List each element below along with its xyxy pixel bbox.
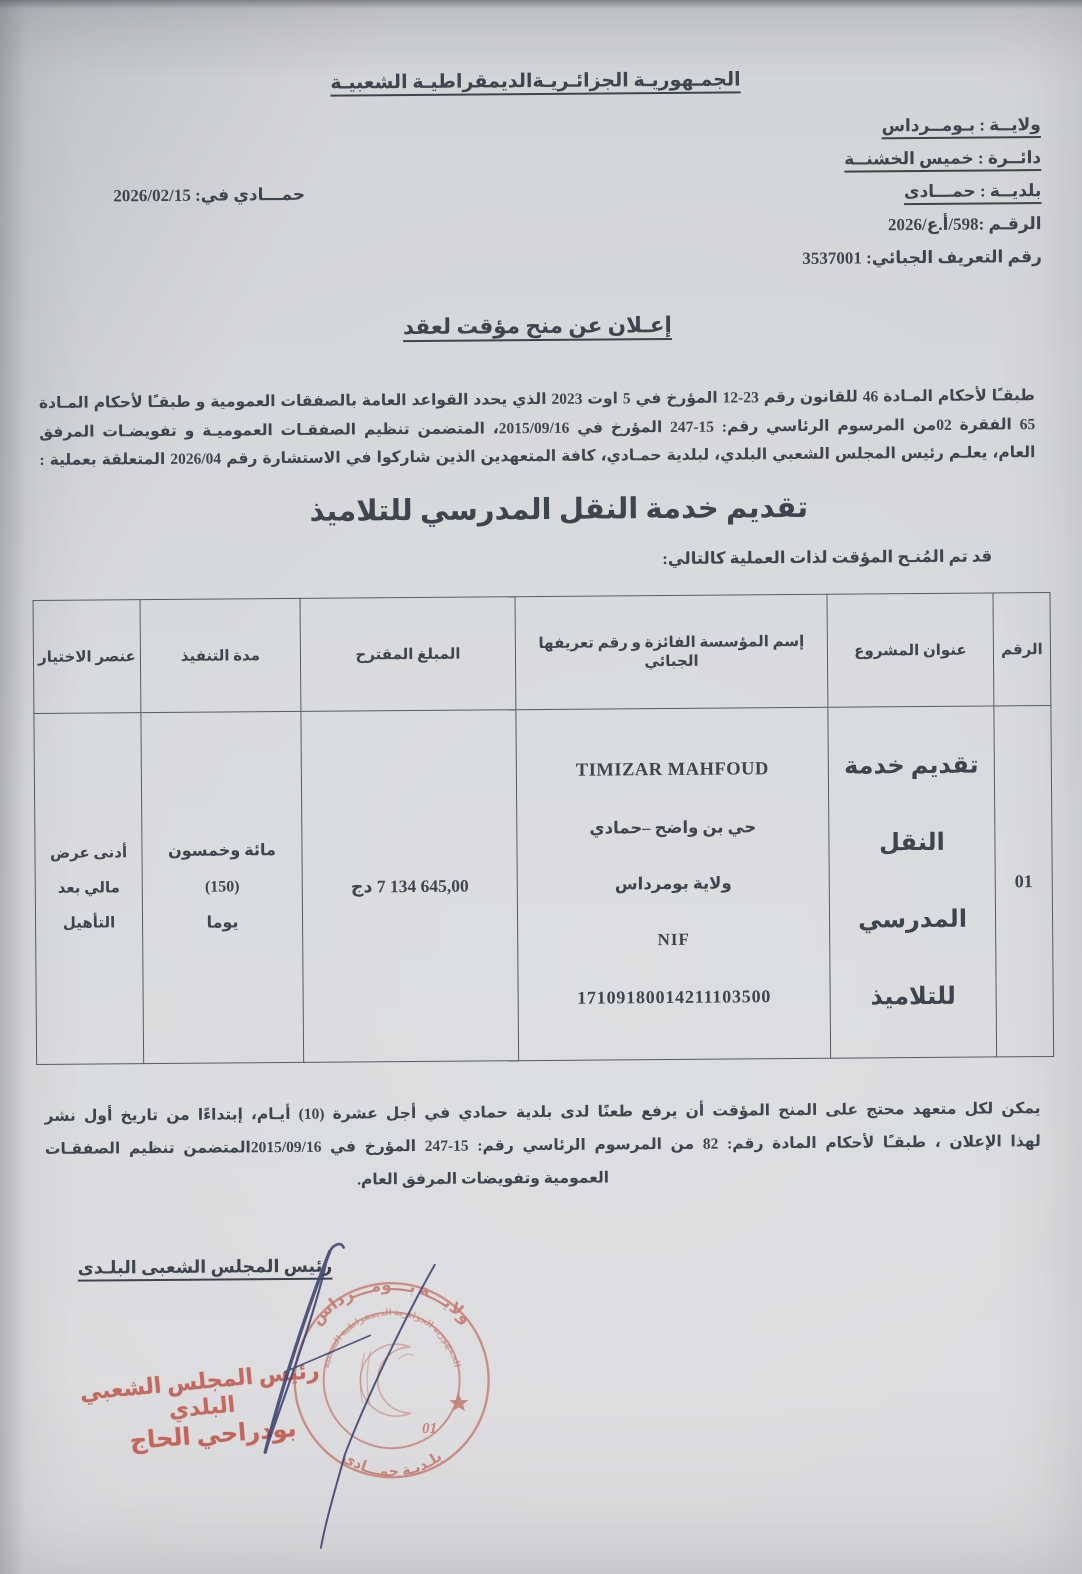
- red-stamp-name: بودراحي الحاج: [128, 1416, 298, 1456]
- header-project-title: عنوان المشروع: [827, 593, 994, 707]
- cell-project-title: [828, 706, 997, 1058]
- header-selection-criterion: عنصر الاختيار: [33, 600, 141, 714]
- cell-winning-company: [516, 707, 831, 1060]
- duration-line: (150): [204, 878, 240, 896]
- wilaya-line: ولايــة : بـومــرداس: [881, 115, 1041, 136]
- company-address-line1: حي بن واضح –حمادي: [589, 816, 757, 838]
- seal-bottom-arc-text: بلـديـة حمـــادي: [339, 1448, 446, 1481]
- duration-line: يوما: [206, 914, 239, 932]
- handwritten-signature: [234, 1241, 469, 1565]
- appeal-line: العمومية وتفويضات المرفق العام.: [357, 1169, 610, 1189]
- date-line: حمـــادي في: 2026/02/15: [113, 184, 306, 206]
- cell-proposed-amount: 7 134 645,00 دج: [301, 710, 519, 1063]
- signature-stroke: [319, 1265, 437, 1548]
- grant-statement: قد تم المُنـح المؤقت لذات العملية كالتالي:: [662, 546, 993, 569]
- signature-stroke: [330, 1244, 344, 1252]
- header-proposed-amount: المبلغ المقترح: [300, 597, 516, 712]
- header-right-block: [801, 108, 1042, 275]
- project-line: للتلاميذ: [870, 983, 956, 1011]
- signature-section: [4, 1236, 1082, 1574]
- appeal-line: يمكن لكل متعهد محتج على المنح المؤقت أن يرفع طعنًا لدى بلدية حمادي في أجل عشرة (10) أيـام، إبتداءًا من تاريخ أول نشر: [44, 1100, 1041, 1125]
- daira-line: دائــرة : خميس الخشنــة: [844, 148, 1042, 169]
- intro-line: طبقـًا لأحكام المـادة 46 للقانون رقم 23-12 المؤرخ في 5 اوت 2023 الذي يحدد القواعد العامة بالصفقات العمومية و طبقـًا لأحكام المـادة: [38, 387, 1036, 412]
- cell-number: 01: [994, 705, 1054, 1056]
- appeal-line: لهذا الإعلان ، طبقـًا لأحكام المادة رقم: 82 من المرسوم الرئاسي رقم: 15-247 المؤرخ في 2015/09/16المتضمن تنظيم الصفقـات: [44, 1133, 1041, 1158]
- table-header-row: [33, 592, 1051, 713]
- table-row: [34, 705, 1054, 1064]
- republic-title-text: الجمـهوريـة الجزائـريـةالديمقراطيـة الشعبيـة: [330, 69, 741, 94]
- announcement-title: [0, 310, 1078, 343]
- intro-line: العام، يعلـم رئيس المجلس الشعبي البلدي، لبلدية حمـادي، كافة المتعهدين الذين شاركوا في الاستشارة رقم 2026/04 المتعلقة بعملية :: [39, 444, 1036, 469]
- header-winning-company: إسم المؤسسة الفائزة و رقم تعريفها الجبائي: [515, 594, 828, 709]
- nif-value: 17109180014211103500: [577, 985, 772, 1008]
- project-line: النقل: [878, 829, 945, 857]
- header-execution-period: مدة التنفيذ: [140, 598, 301, 712]
- intro-line: 65 الفقرة 02من المرسوم الرئاسي رقم: 15-247 المؤرخ في 2015/09/16، المتضمن تنظيم الصفقـات العموميـة و تفويضـات المرفق: [39, 415, 1036, 441]
- intro-paragraph: [39, 382, 1036, 475]
- project-line: المدرسي: [858, 906, 968, 934]
- header-number: الرقم: [993, 592, 1051, 705]
- duration-line: مائة وخمسون: [168, 842, 276, 860]
- republic-title: [0, 66, 1077, 97]
- nif-label: NIF: [657, 930, 690, 950]
- seal-number: 01: [421, 1420, 438, 1437]
- cell-execution-period: [141, 711, 304, 1063]
- reference-number-line: الرقـم :598/أ.ع/2026: [887, 214, 1042, 235]
- company-address-line2: ولاية بومرداس: [614, 873, 732, 894]
- seal-top-arc-text: ولايـــة بـــومـــرداس: [307, 1275, 476, 1329]
- award-table: [33, 592, 1055, 1065]
- cell-selection-criterion: أدنى عرض مالي بعد التأهيل: [34, 713, 144, 1065]
- operation-title: تقديم خدمة النقل المدرسي للتلاميذ: [309, 491, 809, 528]
- company-name: TIMIZAR MAHFOUD: [575, 759, 769, 782]
- signature-title: رئيس المجلس الشعبى البلـدى: [77, 1255, 333, 1278]
- announcement-title-text: إعـلان عن منح مؤقت لعقد: [402, 312, 672, 340]
- commune-line: بلديــة : حمـــادى: [903, 181, 1042, 202]
- tax-id-line: رقم التعريف الجبائي: 3537001: [802, 247, 1042, 268]
- company-details: [519, 723, 829, 1045]
- red-stamp-title: رئيس المجلس الشعبي البلدي: [78, 1357, 321, 1423]
- appeal-paragraph: [44, 1092, 1041, 1199]
- seal-inner-arc-text: الجمهورية الجزائرية الديمقراطية الشعبية: [320, 1307, 463, 1370]
- project-line: تقديم خدمة: [843, 752, 979, 780]
